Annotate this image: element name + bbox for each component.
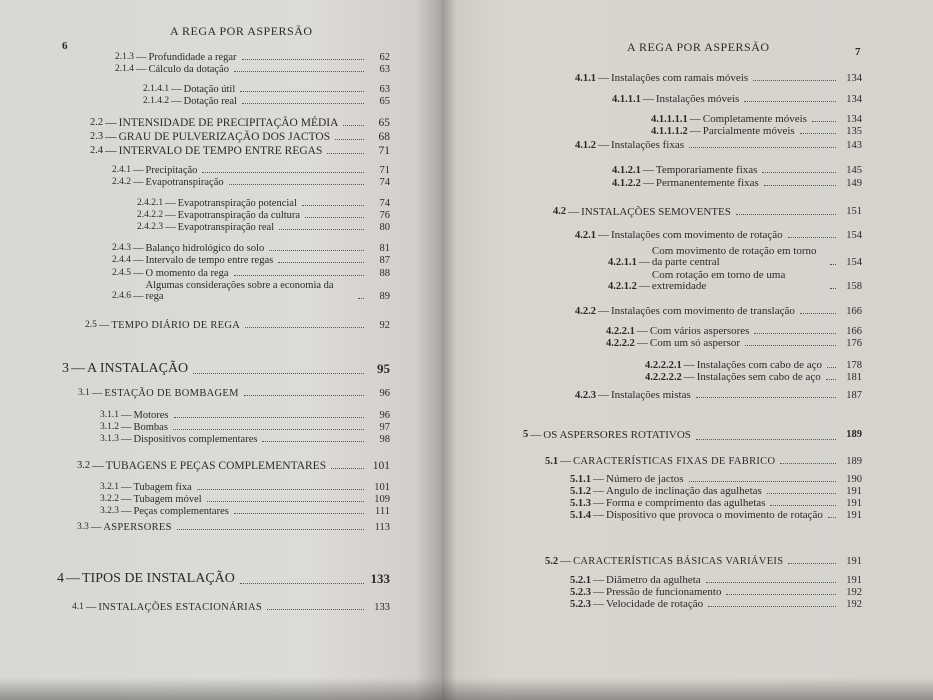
toc-entry-page: 97: [379, 422, 390, 433]
page-number: 6: [62, 40, 68, 52]
toc-entry-number: 4.2.3: [575, 390, 596, 401]
toc-entry: [612, 165, 862, 176]
toc-entry: [545, 556, 862, 567]
toc-entry-title: Dotação real: [183, 96, 237, 107]
toc-entry-number: 2.4.2.1: [137, 198, 164, 208]
toc-entry-number: 3.1.1: [100, 410, 119, 420]
toc-entry-title: Dispositivo que provoca o movimento de rotação: [606, 509, 823, 521]
toc-entry-dash: —: [121, 434, 132, 445]
toc-entry-title: INSTALAÇÕES SEMOVENTES: [581, 206, 731, 218]
toc-entry-number: 5.1.3: [570, 498, 591, 509]
dot-leader: [745, 345, 836, 346]
toc-entry-title: Com movimento de rotação em torno da parte central: [651, 245, 817, 268]
toc-entry-dash: —: [136, 52, 147, 63]
toc-entry-page: 134: [846, 94, 862, 105]
toc-entry-number: 4.2.1.2: [608, 281, 637, 292]
toc-entry-page: 192: [846, 599, 862, 610]
toc-entry-page: 191: [846, 575, 862, 586]
toc-entry-title: TIPOS DE INSTALAÇÃO: [82, 571, 235, 586]
toc-entry-title: Temporariamente fixas: [655, 164, 758, 176]
toc-entry-number: 2.4.5: [112, 268, 131, 278]
toc-entry-dash: —: [171, 96, 182, 107]
toc-entry-number: 4.1.2: [575, 140, 596, 151]
dot-leader: [788, 237, 836, 238]
toc-entry-page: 189: [846, 429, 862, 440]
toc-entry-title: Instalações com movimento de translação: [611, 305, 795, 317]
toc-entry-title: Com rotação em torno de uma extremidade: [651, 269, 786, 292]
toc-entry: [575, 390, 862, 401]
toc-entry: [651, 126, 862, 137]
toc-entry-title: Algumas considerações sobre a economia da rega: [145, 280, 334, 302]
toc-entry-page: 158: [846, 281, 862, 292]
toc-entry-page: 145: [846, 165, 862, 176]
toc-entry-number: 5.2: [545, 556, 559, 567]
toc-entry-number: 5.2.1: [570, 575, 591, 586]
toc-entry-title: Evapotranspiração real: [177, 222, 275, 233]
toc-entry-number: 4.1.1: [575, 73, 596, 84]
toc-entry-page: 74: [379, 177, 390, 188]
dot-leader: [827, 367, 836, 368]
toc-entry-number: 2.4.4: [112, 255, 131, 265]
toc-entry-dash: —: [91, 388, 103, 399]
toc-entry-dash: —: [642, 177, 654, 189]
toc-entry-number: 2.4.1: [112, 165, 131, 175]
toc-entry-dash: —: [593, 485, 604, 497]
toc-entry-dash: —: [689, 113, 701, 125]
toc-entry-number: 5: [523, 429, 529, 440]
toc-entry-page: 109: [374, 494, 390, 505]
toc-entry-title: Parcialmente móveis: [702, 125, 795, 137]
toc-entry-page: 192: [846, 587, 862, 598]
toc-entry-dash: —: [683, 371, 695, 383]
toc-entry-page: 181: [846, 372, 862, 383]
toc-entry-dash: —: [642, 164, 654, 176]
toc-entry-number: 4.2.2.2.2: [645, 372, 682, 383]
toc-entry-number: 4.2.2.2.1: [645, 360, 682, 371]
toc-entry-dash: —: [133, 268, 144, 279]
dot-leader: [762, 172, 836, 173]
toc-entry-number: 4.1.1.1.2: [651, 126, 688, 137]
toc-entry-title: Precipitação: [145, 165, 198, 176]
toc-entry-page: 76: [379, 210, 390, 221]
toc-entry-number: 3.2.2: [100, 494, 119, 504]
toc-entry-title: Pressão de funcionamento: [606, 586, 722, 598]
toc-entry-title: Com um só aspersor: [649, 337, 741, 349]
toc-entry-dash: —: [121, 506, 132, 517]
toc-entry-page: 63: [379, 84, 390, 95]
toc-entry-title: ASPERSORES: [103, 522, 172, 533]
toc-entry-dash: —: [98, 320, 110, 331]
toc-entry-number: 5.1: [545, 456, 559, 467]
toc-entry-title: Permanentemente fixas: [655, 177, 759, 189]
toc-entry-title: INTENSIDADE DE PRECIPITAÇÃO MÉDIA: [118, 117, 339, 129]
toc-entry-dash: —: [636, 337, 648, 349]
toc-entry-title: GRAU DE PULVERIZAÇÃO DOS JACTOS: [118, 131, 331, 143]
toc-entry: [570, 575, 862, 586]
toc-entry-number: 4.1.1.1.1: [651, 114, 688, 125]
toc-entry-dash: —: [133, 165, 144, 176]
toc-entry-title: Diâmetro da agulheta: [606, 574, 701, 586]
dot-leader: [696, 439, 836, 440]
toc-entry-dash: —: [530, 429, 542, 441]
toc-entry-page: 143: [846, 140, 862, 151]
toc-entry-title: Tubagem fixa: [133, 482, 192, 493]
toc-entry: [575, 140, 862, 151]
toc-entry-dash: —: [636, 325, 648, 337]
toc-entry-dash: —: [133, 255, 144, 266]
toc-entry-number: 2.4.6: [112, 291, 131, 301]
toc-entry-title: Balanço hidrológico do solo: [145, 243, 265, 254]
toc-entry-dash: —: [593, 509, 604, 521]
toc-entry-dash: —: [105, 145, 117, 157]
toc-entry-title: Instalações com ramais móveis: [611, 72, 749, 84]
toc-entry-number: 2.4.2.3: [137, 222, 164, 232]
toc-entry-number: 3.2.3: [100, 506, 119, 516]
toc-entry-dash: —: [121, 494, 132, 505]
toc-entry-title: Motores: [133, 410, 169, 421]
toc-entry-page: 154: [846, 257, 862, 268]
dot-leader: [753, 80, 836, 81]
toc-entry-dash: —: [638, 280, 650, 292]
dot-leader: [706, 582, 836, 583]
toc-entry-dash: —: [85, 602, 97, 613]
toc-entry-page: 95: [377, 361, 390, 376]
toc-entry-page: 71: [378, 145, 390, 157]
toc-entry-page: 191: [846, 556, 862, 567]
toc-entry-dash: —: [598, 229, 609, 241]
toc-entry-page: 189: [846, 456, 862, 467]
toc-entry-title: Instalações móveis: [655, 93, 740, 105]
toc-entry: [570, 587, 862, 598]
toc-entry: [606, 338, 862, 349]
toc-entry-title: TEMPO DIÁRIO DE REGA: [111, 320, 241, 331]
toc-entry-dash: —: [593, 586, 604, 598]
toc-entry-dash: —: [568, 206, 580, 218]
toc-entry-dash: —: [598, 139, 609, 151]
toc-entry-dash: —: [598, 305, 609, 317]
toc-entry-title: Completamente móveis: [702, 113, 807, 125]
toc-entry-number: 4.1.2.1: [612, 165, 641, 176]
toc-entry-number: 2.2: [90, 117, 104, 128]
dot-leader: [767, 493, 836, 494]
toc-entry-number: 4.1: [72, 602, 84, 612]
dot-leader: [726, 594, 836, 595]
dot-leader: [800, 133, 836, 134]
toc-entry: [645, 360, 862, 371]
toc-entry-number: 4.2.1.1: [608, 257, 637, 268]
toc-entry: [523, 427, 862, 443]
toc-entry-dash: —: [136, 64, 147, 75]
toc-entry: [612, 94, 862, 105]
toc-entry-page: 134: [846, 73, 862, 84]
toc-entry: [608, 270, 862, 292]
toc-entry-page: 178: [846, 360, 862, 371]
toc-entry-dash: —: [165, 198, 176, 209]
dot-leader: [689, 481, 836, 482]
toc-entry-page: 191: [846, 510, 862, 521]
dot-leader: [770, 505, 836, 506]
toc-entry: [608, 246, 862, 268]
toc-entry: [570, 510, 862, 521]
toc-entry-number: 4.2.1: [575, 230, 596, 241]
dot-leader: [736, 214, 836, 215]
toc-entry-number: 2.4.3: [112, 243, 131, 253]
toc-entry-dash: —: [598, 389, 609, 401]
toc-entry-number: 2.3: [90, 131, 104, 142]
toc-entry-title: Instalações com movimento de rotação: [611, 229, 783, 241]
toc-entry-number: 5.2.3: [570, 587, 591, 598]
toc-entry-dash: —: [71, 361, 85, 376]
toc-entry-title: Intervalo de tempo entre regas: [145, 255, 274, 266]
toc-entry: [545, 456, 862, 467]
toc-entry-dash: —: [133, 291, 144, 302]
toc-entry-dash: —: [638, 256, 650, 268]
toc-entry-page: 101: [372, 460, 390, 472]
toc-entry-page: 151: [846, 206, 862, 217]
toc-entry-title: Evapotranspiração da cultura: [177, 210, 301, 221]
toc-entry-title: Profundidade a regar: [148, 52, 237, 63]
toc-entry-title: Número de jactos: [606, 473, 684, 485]
running-header: A REGA POR ASPERSÃO: [627, 40, 770, 54]
toc-entry-title: INSTALAÇÕES ESTACIONÁRIAS: [98, 602, 262, 613]
dot-leader: [689, 147, 836, 148]
toc-entry-dash: —: [683, 359, 695, 371]
toc-entry-page: 89: [379, 291, 390, 302]
toc-entry-page: 191: [846, 486, 862, 497]
toc-entry-page: 133: [370, 571, 390, 586]
toc-entry: [575, 230, 862, 241]
toc-entry-page: 135: [846, 126, 862, 137]
toc-entry: [651, 114, 862, 125]
toc-entry-title: Evapotranspiração potencial: [177, 198, 297, 209]
toc-entry-page: 96: [379, 388, 390, 399]
toc-entry-page: 62: [379, 52, 390, 63]
toc-entry-dash: —: [133, 177, 144, 188]
toc-entry-title: Tubagem móvel: [133, 494, 202, 505]
toc-entry-page: 191: [846, 498, 862, 509]
toc-entry-dash: —: [121, 422, 132, 433]
toc-entry-page: 87: [379, 255, 390, 266]
toc-entry-page: 92: [379, 320, 390, 331]
toc-entry-page: 71: [379, 165, 390, 176]
toc-entry-page: 65: [379, 96, 390, 107]
toc-entry-number: 2.4.2: [112, 177, 131, 187]
toc-entry-number: 4.2.2.1: [606, 326, 635, 337]
toc-entry-title: Dispositivos complementares: [133, 434, 258, 445]
toc-entry-page: 98: [379, 434, 390, 445]
dot-leader: [696, 397, 836, 398]
toc-entry-page: 88: [379, 268, 390, 279]
toc-entry-dash: —: [593, 574, 604, 586]
toc-entry-title: TUBAGENS E PEÇAS COMPLEMENTARES: [105, 460, 327, 472]
toc-entry-dash: —: [593, 598, 604, 610]
toc-entry-number: 2.1.3: [115, 52, 134, 62]
toc-entry-page: 134: [846, 114, 862, 125]
toc-entry-dash: —: [171, 84, 182, 95]
toc-entry: [575, 73, 862, 84]
toc-entry-page: 81: [379, 243, 390, 254]
toc-entry-number: 2.5: [85, 320, 97, 330]
toc-entry-title: Forma e comprimento das agulhetas: [606, 497, 766, 509]
toc-entry-dash: —: [165, 222, 176, 233]
toc-entry-number: 2.1.4.1: [143, 84, 170, 94]
toc-entry-number: 5.1.4: [570, 510, 591, 521]
toc-entry-number: 5.1.2: [570, 486, 591, 497]
toc-entry-number: 3.1.3: [100, 434, 119, 444]
dot-leader: [788, 563, 836, 564]
toc-entry-title: A INSTALAÇÃO: [87, 361, 189, 376]
toc-entry-page: 149: [846, 178, 862, 189]
toc-entry-title: CARACTERÍSTICAS FIXAS DE FABRICO: [573, 456, 776, 467]
toc-entry-number: 4.2.2: [575, 306, 596, 317]
toc-entry-title: O momento da rega: [145, 268, 229, 279]
toc-entry-dash: —: [66, 571, 80, 586]
toc-entry: [570, 486, 862, 497]
toc-entry-page: 133: [374, 602, 390, 613]
toc-entry-title: OS ASPERSORES ROTATIVOS: [543, 429, 691, 441]
dot-leader: [812, 121, 836, 122]
toc-entry-title: INTERVALO DE TEMPO ENTRE REGAS: [118, 145, 323, 157]
toc-entry-number: 3: [62, 361, 69, 376]
toc-entry-page: 65: [378, 117, 390, 129]
toc-entry-dash: —: [593, 473, 604, 485]
toc-entry-dash: —: [90, 522, 102, 533]
toc-entry-dash: —: [92, 460, 104, 472]
toc-entry-dash: —: [560, 455, 572, 467]
toc-entry-number: 4: [57, 571, 64, 586]
toc-entry-page: 166: [846, 306, 862, 317]
toc-entry: [612, 178, 862, 189]
toc-entry-dash: —: [121, 482, 132, 493]
toc-entry-dash: —: [560, 555, 572, 567]
toc-entry-page: 176: [846, 338, 862, 349]
toc-entry-dash: —: [689, 125, 701, 137]
toc-entry-number: 5.1.1: [570, 474, 591, 485]
toc-entry-page: 111: [375, 506, 390, 517]
toc-entry-title: Instalações sem cabo de aço: [696, 371, 821, 383]
toc-entry-dash: —: [133, 243, 144, 254]
toc-entry-page: 101: [374, 482, 390, 493]
dot-leader: [708, 606, 836, 607]
toc-entry-dash: —: [121, 410, 132, 421]
toc-entry: [570, 498, 862, 509]
dot-leader: [830, 264, 836, 265]
toc-entry-number: 3.3: [77, 522, 89, 532]
toc-entry-page: 68: [378, 131, 390, 143]
toc-entry-page: 187: [846, 390, 862, 401]
toc-entry-page: 80: [379, 222, 390, 233]
toc-entry: [570, 474, 862, 485]
toc-entry-number: 2.1.4.2: [143, 96, 170, 106]
toc-entry-page: 154: [846, 230, 862, 241]
toc-entry-number: 4.1.2.2: [612, 178, 641, 189]
toc-entry-title: Dotação útil: [183, 84, 236, 95]
toc-entry-page: 190: [846, 474, 862, 485]
toc-entry-title: Velocidade de rotação: [606, 598, 704, 610]
toc-entry-title: Instalações com cabo de aço: [696, 359, 822, 371]
running-header: A REGA POR ASPERSÃO: [170, 24, 313, 38]
toc-entry-title: Instalações mistas: [611, 389, 691, 401]
toc-entry-title: ESTAÇÃO DE BOMBAGEM: [104, 388, 239, 399]
toc-entry-page: 113: [374, 522, 390, 533]
dot-leader: [828, 517, 836, 518]
toc-entry-number: 3.2.1: [100, 482, 119, 492]
toc-entry-page: 74: [379, 198, 390, 209]
toc-entry-title: Com vários aspersores: [649, 325, 750, 337]
toc-entry-title: Peças complementares: [133, 506, 229, 517]
toc-entry-number: 2.4: [90, 145, 104, 156]
toc-entry-dash: —: [105, 117, 117, 129]
toc-entry-dash: —: [165, 210, 176, 221]
dot-leader: [780, 463, 836, 464]
toc-entry-title: CARACTERÍSTICAS BÁSICAS VARIÁVEIS: [573, 556, 784, 567]
toc-entry-number: 3.1.2: [100, 422, 119, 432]
toc-entry: [645, 372, 862, 383]
toc-entry-number: 5.2.3: [570, 599, 591, 610]
toc-entry-number: 2.4.2.2: [137, 210, 164, 220]
toc-entry: [575, 306, 862, 317]
toc-entry-number: 4.2: [553, 206, 567, 217]
toc-entry-dash: —: [642, 93, 654, 105]
dot-leader: [764, 185, 836, 186]
toc-entry-number: 2.1.4: [115, 64, 134, 74]
toc-entry-number: 3.1: [78, 388, 90, 398]
page-number: 7: [855, 46, 861, 58]
toc-entry-number: 4.1.1.1: [612, 94, 641, 105]
dot-leader: [830, 288, 836, 289]
toc-entry-number: 3.2: [77, 460, 91, 471]
toc-entry: [606, 326, 862, 337]
toc-entry: [553, 206, 862, 218]
dot-leader: [826, 379, 836, 380]
toc-entry-title: Angulo de inclinação das agulhetas: [606, 485, 762, 497]
toc-entry-dash: —: [593, 497, 604, 509]
dot-leader: [800, 313, 836, 314]
toc-entry-page: 63: [379, 64, 390, 75]
toc-entry-title: Instalações fixas: [611, 139, 684, 151]
toc-entry-title: Evapotranspiração: [145, 177, 224, 188]
toc-entry-dash: —: [598, 72, 609, 84]
toc-entry: [570, 599, 862, 610]
dot-leader: [754, 333, 836, 334]
toc-entry-title: Cálculo da dotação: [148, 64, 229, 75]
toc-entry-number: 4.2.2.2: [606, 338, 635, 349]
toc-entry-page: 96: [379, 410, 390, 421]
dot-leader: [744, 101, 836, 102]
toc-entry-title: Bombas: [133, 422, 168, 433]
toc-entry-dash: —: [105, 131, 117, 143]
toc-entry-page: 166: [846, 326, 862, 337]
